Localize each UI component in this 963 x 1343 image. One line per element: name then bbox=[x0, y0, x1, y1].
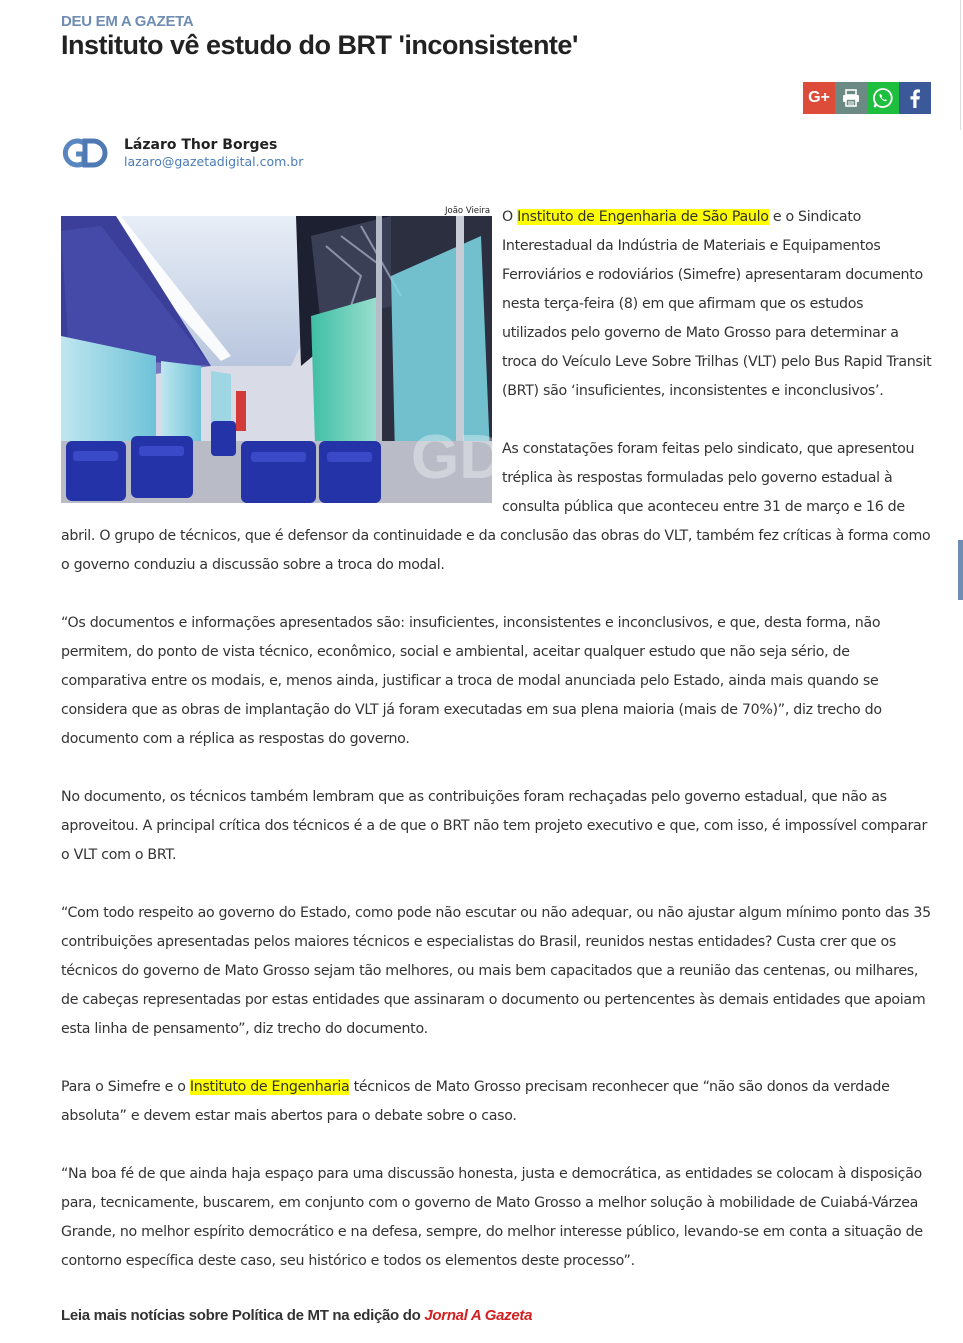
highlighted-link[interactable]: Instituto de Engenharia bbox=[189, 1079, 350, 1095]
whatsapp-icon bbox=[872, 87, 894, 109]
sidebar-edge-mark bbox=[958, 540, 963, 600]
section-kicker[interactable]: DEU EM A GAZETA bbox=[61, 13, 194, 30]
article-title: Instituto vê estudo do BRT 'inconsistente' bbox=[61, 30, 578, 60]
photo-credit: João Vieira bbox=[445, 206, 491, 216]
article-paragraph bbox=[61, 783, 932, 870]
author-email-link[interactable]: lazaro@gazetadigital.com.br bbox=[124, 154, 304, 169]
photo-watermark: GD bbox=[411, 423, 504, 492]
print-button[interactable] bbox=[835, 82, 867, 114]
paragraph-text: técnicos de Mato Grosso precisam reconhecer que “não são donos da verdade absoluta” e devem estar mais abertos para o debate sobre o caso. bbox=[61, 1079, 890, 1124]
paragraph-text: “Na boa fé de que ainda haja espaço para uma discussão honesta, justa e democrática, as entidades se colocam à disposição para, tecnicamente, buscarem, em conjunto com o governo de Mato Grosso a melhor solução à mobilidade de Cuiabá-Várzea Grande, no melhor espírito democrático e na defesa, sempre, do melhor interesse público, levando-se em conta a situação de contorno específica deste caso, seu histórico e todos os elementos deste processo”. bbox=[61, 1166, 923, 1269]
article-paragraph bbox=[61, 609, 932, 754]
paragraph-text: Para o Simefre e o bbox=[61, 1079, 190, 1095]
sidebar-divider bbox=[960, 0, 961, 130]
print-icon bbox=[841, 88, 861, 108]
paragraph-text: “Os documentos e informações apresentados são: insuficientes, inconsistentes e inconclusivos, e que, desta forma, não permitem, do ponto de vista técnico, econômico, social e ambiental, aceitar qualquer estudo que não seja sério, de comparativa entre os modais, e, menos ainda, justificar a troca de modal anunciada pelo Estado, ainda mais quando se considera que as obras de implantação do VLT já foram executadas em sua plena maioria (mais de 70%)”, diz trecho do documento com a réplica as respostas do governo. bbox=[61, 615, 882, 747]
facebook-icon bbox=[905, 87, 925, 109]
paragraph-text: e o Sindicato Interestadual da Indústria de Materiais e Equipamentos Ferroviários e rodoviários (Simefre) apresentaram documento nesta terça-feira (8) em que afirmam que os estudos utilizados pelo governo de Mato Grosso para determinar a troca do Veículo Leve Sobre Trilhas (VLT) pelo Bus Rapid Transit (BRT) são ‘insuficientes, inconsistentes e inconclusivos’. bbox=[502, 209, 932, 399]
article-body bbox=[61, 203, 932, 1305]
paragraph-text: As constatações foram feitas pelo sindicato, que apresentou tréplica às respostas formuladas pelo governo estadual à consulta pública que aconteceu entre 31 de março e 16 de abril. O grupo de técnicos, que é defensor da continuidade e da conclusão das obras do VLT, também fez críticas à forma como o governo conduziu a discussão sobre a troca do modal. bbox=[61, 441, 931, 573]
jornal-link[interactable]: Jornal A Gazeta bbox=[424, 1307, 533, 1324]
more-news-text: Leia mais notícias sobre Política de MT na edição do bbox=[61, 1307, 425, 1324]
gazeta-digital-logo bbox=[61, 135, 111, 171]
highlighted-link[interactable]: Instituto de Engenharia de São Paulo bbox=[517, 209, 769, 225]
article-paragraph bbox=[61, 899, 932, 1044]
paragraph-text: No documento, os técnicos também lembram que as contribuições foram rechaçadas pelo governo estadual, que não as aproveitou. A principal crítica dos técnicos é a de que o BRT não tem projeto executivo e que, com isso, é impossível comparar o VLT com o BRT. bbox=[61, 789, 927, 863]
facebook-share-button[interactable] bbox=[899, 82, 931, 114]
photo-spacer bbox=[61, 203, 502, 503]
article-paragraph bbox=[61, 1073, 932, 1131]
google-plus-share-button[interactable] bbox=[803, 82, 835, 114]
google-plus-icon: G+ bbox=[808, 89, 830, 106]
paragraph-text: “Com todo respeito ao governo do Estado, como pode não escutar ou não adequar, ou não ajustar algum mínimo ponto das 35 contribuições apresentadas pelos maiores técnicos e especialistas do Brasil, reunidos nestas entidades? Custa crer que os técnicos do governo de Mato Grosso sejam tão melhores, ou mais bem capacitados que a reunião das centenas, ou milhares, de cabeças representadas por estas entidades que assinaram o documento ou pertencentes às demais entidades que apoiam esta linha de pensamento”, diz trecho do documento. bbox=[61, 905, 931, 1037]
share-bar bbox=[803, 82, 931, 114]
paragraph-text: O bbox=[502, 209, 518, 225]
whatsapp-share-button[interactable] bbox=[867, 82, 899, 114]
author-block bbox=[61, 135, 303, 171]
author-name[interactable]: Lázaro Thor Borges bbox=[124, 137, 278, 153]
more-news-line bbox=[61, 1307, 532, 1324]
article-paragraph bbox=[61, 1160, 932, 1276]
